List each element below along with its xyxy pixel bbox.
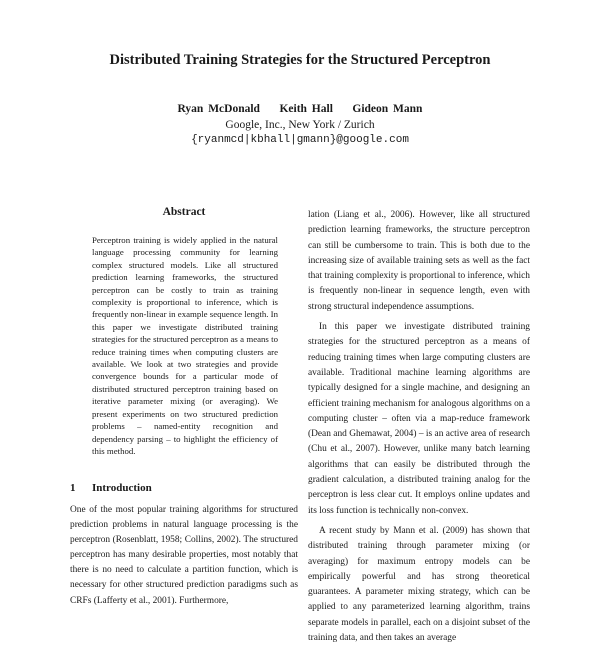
- paragraph: lation (Liang et al., 2006). However, like all structured prediction learning frameworks, the structure perceptron can still be cumbersome to train. This is both due to the increasing size of available training sets as well as the fact that training complexity is proportional to inference, which is frequently non-linear in sequence length, even with strong structural independence assumptions.: [308, 210, 530, 312]
- section-number: 1: [70, 482, 76, 494]
- paragraph: A recent study by Mann et al. (2009) has shown that distributed training through parameter mixing (or averaging) for maximum entropy models can be empirically powerful and has strong theoretical guarantees. A parameter mixing strategy, which can be applied to any parameterized learning algorithm, trains separate models in parallel, each on a disjoint subset of the training data, and then takes an average: [308, 525, 530, 644]
- affiliation: Google, Inc., New York / Zurich: [225, 119, 375, 131]
- right-column: [308, 208, 530, 646]
- abstract-heading: Abstract: [162, 206, 206, 218]
- paper-title: Distributed Training Strategies for the Structured Perceptron: [109, 52, 491, 68]
- paragraph: In this paper we investigate distributed training strategies for the structured perceptron as a means of reducing training times when large computing clusters are available. Traditional machine learning algorithms are typically designed for a single machine, and designing an efficient training mechanism for analogous algorithms on a computing cluster – often via a map-reduce framework (Dean and Ghemawat, 2004) – is an active area of research (Chu et al., 2007). However, unlike many batch learning algorithms that can easily be distributed through the gradient calculation, a distributed training analog for the perceptron is less clear cut. It employs online updates and its loss function is technically non-convex.: [308, 322, 530, 516]
- abstract-text: Perceptron training is widely applied in the natural language processing community for learning complex structured models. Like all structured prediction learning frameworks, the structured perceptron can be costly to train as training complexity is proportional to inference, which is frequently non-linear in example sequence length. In this paper we investigate distributed training strategies for the structured perceptron as a means to reduce training times when computing clusters are available. We look at two strategies and provide convergence bounds for a particular mode of distributed structured perceptron training based on iterative parameter mixing (or averaging). We present experiments on two structured prediction problems – named-entity recognition and dependency parsing – to highlight the efficiency of this method.: [92, 235, 278, 456]
- section-title: Introduction: [92, 482, 152, 494]
- section-heading-introduction: [70, 482, 298, 494]
- introduction-text: One of the most popular training algorithms for structured prediction problems in natural language processing is the perceptron (Rosenblatt, 1958; Collins, 2002). The structured perceptron has many desirable properties, most notably that there is no need to calculate a partition function, which is necessary for other structured prediction paradigms such as CRFs (Lafferty et al., 2001). Furthermore,: [70, 505, 298, 606]
- author-emails: {ryanmcd|kbhall|gmann}@google.com: [191, 134, 409, 146]
- author-list: Ryan McDonald Keith Hall Gideon Mann: [177, 103, 423, 115]
